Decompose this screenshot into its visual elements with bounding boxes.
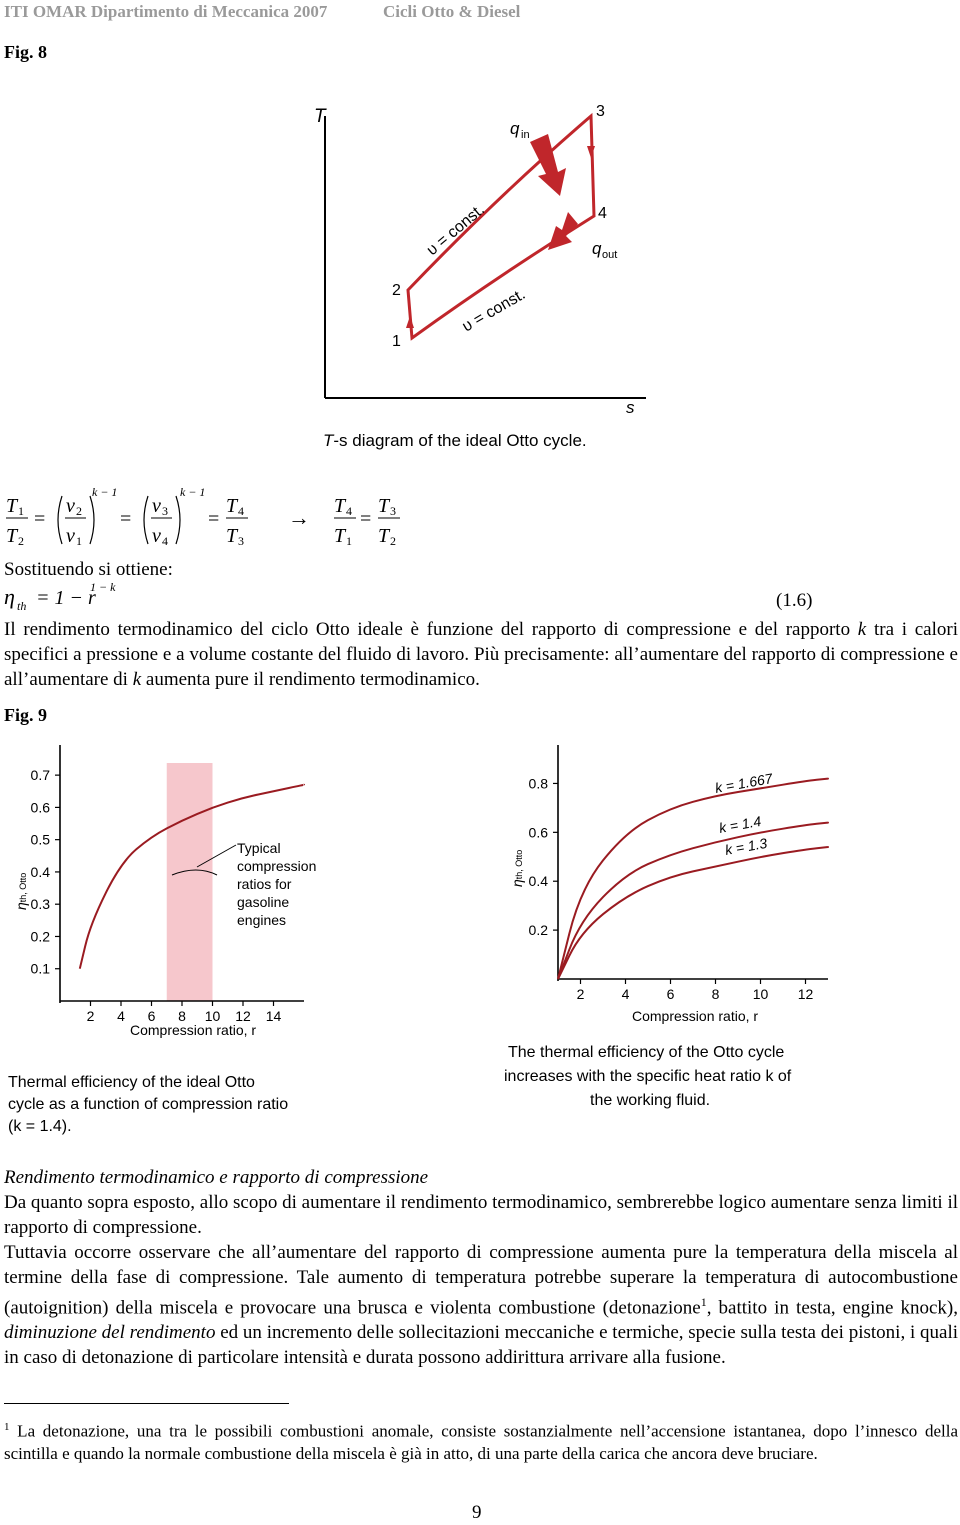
- curve-label-k-14: k = 1.4: [717, 812, 763, 836]
- eq-t1: T: [6, 495, 18, 517]
- eq-t3-sub: 3: [238, 534, 244, 548]
- x-tick-label: 12: [235, 1008, 251, 1024]
- y-tick-label: 0.6: [528, 824, 548, 841]
- eq-v1: v: [66, 525, 75, 547]
- x-tick-label: 4: [117, 1008, 125, 1024]
- efficiency-equation: [4, 580, 204, 614]
- right-y-label: ηth, Otto: [509, 849, 525, 887]
- right-caption-1: The thermal efficiency of the Otto cycle: [508, 1044, 785, 1061]
- q-in-sub: in: [521, 129, 530, 141]
- section-heading: Rendimento termodinamico e rapporto di compressione: [4, 1167, 429, 1188]
- eq2-t4-sub: 4: [346, 504, 352, 518]
- eq-v1-sub: 1: [76, 534, 82, 548]
- header-right: Cicli Otto & Diesel: [383, 2, 521, 21]
- eq2-t1-sub: 1: [346, 534, 352, 548]
- temperature-ratio-equation: [4, 484, 424, 554]
- annotation-line-4: gasoline: [237, 894, 290, 910]
- eq2-sign: =: [360, 508, 372, 530]
- left-y-label: ηth, Otto: [13, 872, 29, 910]
- eta-subscript: th: [17, 599, 27, 613]
- y-tick-label: 0.8: [528, 775, 548, 792]
- eq-t3: T: [226, 525, 238, 547]
- eq-v3-sub: 3: [162, 504, 168, 518]
- annotation-line-3: ratios for: [237, 876, 292, 892]
- y-tick-label: 0.1: [30, 960, 50, 977]
- ts-diagram: [268, 76, 688, 458]
- eq-exp-2: k − 1: [180, 485, 206, 499]
- eq2-t3: T: [378, 495, 390, 517]
- eq-v2: v: [66, 495, 75, 517]
- x-tick-label: 10: [204, 1008, 221, 1024]
- y-tick-label: 0.4: [528, 873, 548, 890]
- x-tick-label: 12: [797, 986, 814, 1002]
- y-tick-label: 0.2: [30, 928, 50, 945]
- y-tick-label: 0.5: [30, 831, 50, 848]
- point-3: 3: [596, 103, 605, 120]
- annotation-line-5: engines: [237, 912, 287, 928]
- typical-ratio-band: [167, 763, 213, 1001]
- efficiency-vs-k-chart: [500, 735, 850, 1115]
- eq-sign-2: =: [120, 508, 132, 530]
- y-tick-label: 0.3: [30, 896, 50, 913]
- footnote: $^1$ La detonazione, una tra le possibili combustioni anomale, consiste sostanzialmente nell’accensione istantanea, dopo l’innesco della scintilla e quando la normale combustione della miscela è già in atto, di una parte della carica che ancora deve bruciare.: [4, 1421, 958, 1463]
- left-caption-1: Thermal efficiency of the ideal Otto: [8, 1074, 255, 1091]
- x-tick-label: 10: [752, 986, 769, 1002]
- right-caption-3: the working fluid.: [590, 1092, 711, 1109]
- point-2: 2: [392, 282, 401, 299]
- eq-t2-sub: 2: [18, 534, 24, 548]
- eq-arrow: →: [288, 505, 310, 530]
- s-axis-label: s: [626, 398, 635, 417]
- v-const-lower: υ = const.: [459, 285, 529, 336]
- y-tick-label: 0.7: [30, 767, 50, 784]
- eq2-t1: T: [334, 525, 346, 547]
- eq2-t3-sub: 3: [390, 504, 396, 518]
- page-number: 9: [472, 1502, 482, 1523]
- eq-v3: v: [152, 495, 161, 517]
- paragraph-2: Da quanto sopra esposto, allo scopo di aumentare il rendimento termodinamico, sembrerebbe logico aumentare senza limiti il rapporto di compressione.: [4, 1192, 958, 1238]
- efficiency-vs-compression-chart: [4, 735, 324, 1135]
- right-caption-2: increases with the specific heat ratio k of: [504, 1068, 792, 1085]
- eq-t2: T: [6, 525, 18, 547]
- x-tick-label: 6: [666, 986, 675, 1002]
- q-out-label: q: [592, 239, 602, 258]
- y-tick-label: 0.4: [30, 863, 50, 880]
- eq2-t2-sub: 2: [390, 534, 396, 548]
- eq-sign-1: =: [34, 508, 46, 530]
- y-tick-label: 0.6: [30, 799, 50, 816]
- q-out-sub: out: [602, 249, 618, 261]
- eta-symbol: η: [4, 584, 15, 609]
- eq2-t2: T: [378, 525, 390, 547]
- paragraph-1: Il rendimento termodinamico del ciclo Otto ideale è funzione del rapporto di compressione e del rapporto k tra i calori specifici a pressione e a volume costante del fluido di lavoro. Più precisamente: all’aumentare del rapporto di compressione e all’aumentare di k aumenta pure il rendimento termodinamico.: [4, 619, 958, 690]
- point-4: 4: [598, 205, 607, 222]
- footnote-separator: [4, 1403, 289, 1404]
- x-tick-label: 2: [576, 986, 585, 1002]
- right-x-label: Compression ratio, r: [632, 1008, 759, 1024]
- annotation-line-2: compression: [237, 858, 317, 874]
- x-tick-label: 4: [621, 986, 630, 1002]
- curve-label-k-13: k = 1.3: [723, 834, 769, 858]
- x-tick-label: 14: [265, 1008, 282, 1024]
- left-x-label: Compression ratio, r: [130, 1022, 257, 1038]
- y-tick-label: 0.2: [528, 922, 548, 939]
- ts-caption: T-s diagram of the ideal Otto cycle.: [323, 431, 587, 450]
- point-1: 1: [392, 333, 401, 350]
- eq-sign-3: =: [208, 508, 220, 530]
- left-caption-2: cycle as a function of compression ratio: [8, 1096, 289, 1113]
- x-tick-label: 2: [86, 1008, 95, 1024]
- eq-t1-sub: 1: [18, 504, 24, 518]
- curve-label-k-1667: k = 1.667: [713, 770, 774, 796]
- sostituendo-text: Sostituendo si ottiene:: [4, 559, 173, 580]
- eq-v4: v: [152, 525, 161, 547]
- x-tick-label: 6: [147, 1008, 156, 1024]
- x-tick-label: 8: [711, 986, 720, 1002]
- annotation-line-1: Typical: [237, 840, 281, 856]
- equation-number: (1.6): [776, 590, 813, 611]
- left-caption-3: (k = 1.4).: [8, 1118, 72, 1135]
- eq-t4-sub: 4: [238, 504, 244, 518]
- q-in-label: q: [510, 119, 520, 138]
- x-tick-label: 8: [178, 1008, 186, 1024]
- eq-v2-sub: 2: [76, 504, 82, 518]
- eq-t4: T: [226, 495, 238, 517]
- eq2-t4: T: [334, 495, 346, 517]
- eq-exp-1: k − 1: [92, 485, 118, 499]
- eq-v4-sub: 4: [162, 534, 168, 548]
- v-const-upper: υ = const.: [423, 201, 488, 260]
- eta-exponent: 1 − k: [90, 580, 116, 594]
- fig9-label: Fig. 9: [4, 705, 47, 725]
- t-axis-label: T: [314, 106, 326, 127]
- page-header: [0, 0, 960, 24]
- header-left: ITI OMAR Dipartimento di Meccanica 2007: [4, 2, 328, 21]
- fig8-label: Fig. 8: [4, 42, 47, 62]
- paragraph-3: Tuttavia occorre osservare che all’aumentare del rapporto di compressione aumenta pure la temperatura della miscela al termine della fase di compressione. Tale aumento di temperatura potrebbe superare la temperatura di autocombustione (autoignition) della miscela e provocare una brusca e violenta combustione (detonazione$^1$, battito in testa, engine knock), diminuzione del rendimento ed un incremento delle sollecitazioni meccaniche e termiche, specie sulla testa dei pistoni, i quali in caso di detonazione di particolare intensità e durata possono addirittura arrivare alla fusione.: [4, 1242, 958, 1369]
- eta-rhs: = 1 − r: [36, 587, 96, 609]
